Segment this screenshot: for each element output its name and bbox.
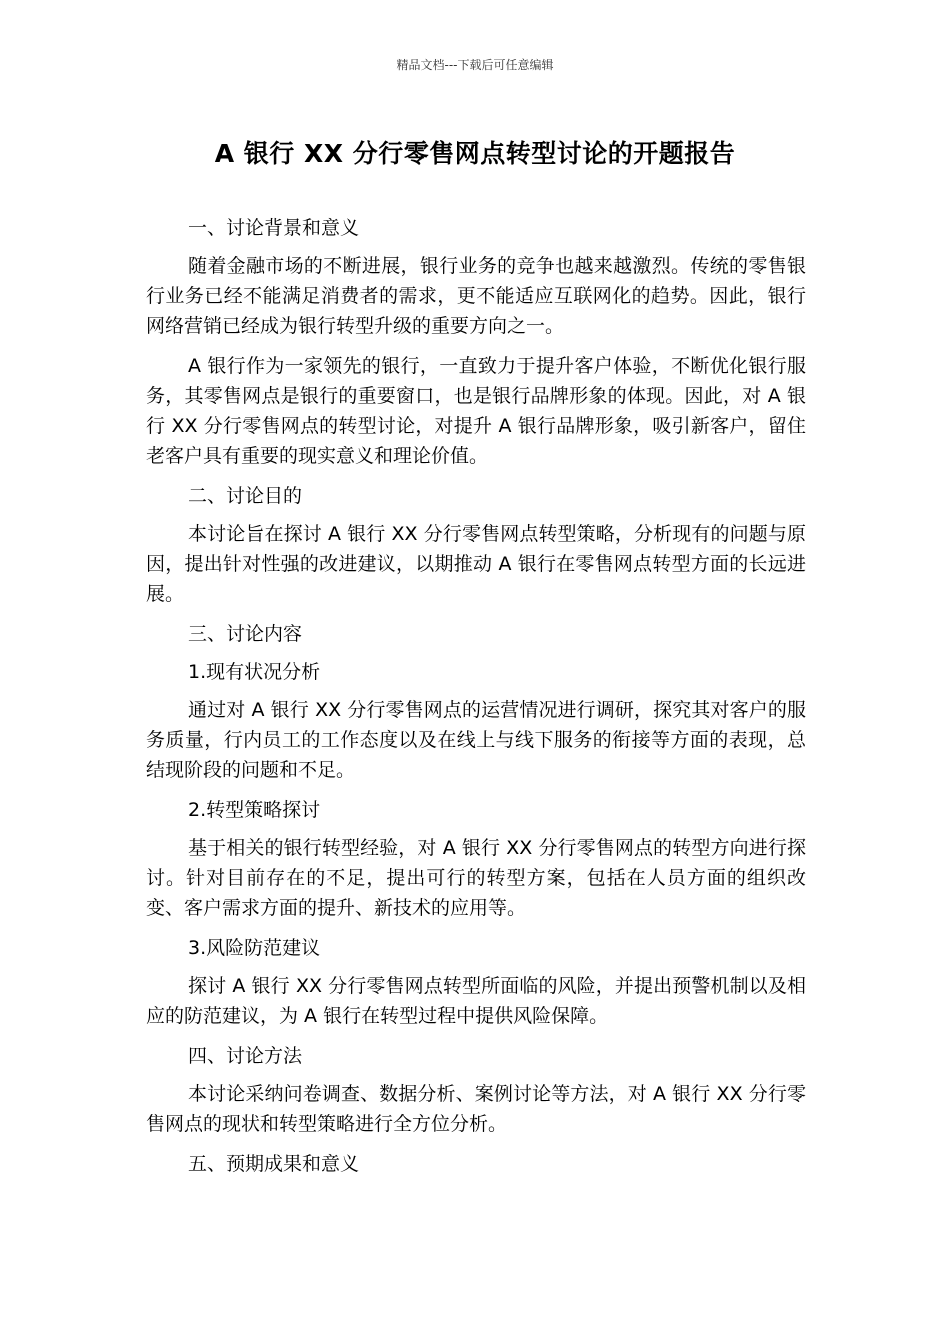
section-heading-content: 三、讨论内容: [188, 623, 303, 645]
subheading-strategy: 2.转型策略探讨: [188, 799, 321, 821]
document-body: [146, 213, 806, 1187]
paragraph-purpose: 本讨论旨在探讨 A 银行 XX 分行零售网点转型策略，分析现有的问题与原因，提出针对性强的改进建议，以期推动 A 银行在零售网点转型方面的长远进展。: [146, 523, 806, 605]
paragraph-method: 本讨论采纳问卷调查、数据分析、案例讨论等方法，对 A 银行 XX 分行零售网点的现状和转型策略进行全方位分析。: [146, 1083, 806, 1135]
section-heading-purpose: 二、讨论目的: [188, 485, 303, 507]
page-header: 精品文档---下载后可任意编辑: [396, 58, 554, 72]
subheading-status-analysis: 1.现有状况分析: [188, 661, 321, 683]
document-title: A 银行 XX 分行零售网点转型讨论的开题报告: [214, 139, 736, 168]
paragraph-risk: 探讨 A 银行 XX 分行零售网点转型所面临的风险，并提出预警机制以及相应的防范建议，为 A 银行在转型过程中提供风险保障。: [146, 975, 806, 1027]
paragraph-status-analysis: 通过对 A 银行 XX 分行零售网点的运营情况进行调研，探究其对客户的服务质量，行内员工的工作态度以及在线上与线下服务的衔接等方面的表现，总结现阶段的问题和不足。: [146, 699, 806, 781]
section-heading-background: 一、讨论背景和意义: [188, 217, 360, 239]
section-heading-outcome: 五、预期成果和意义: [188, 1153, 360, 1175]
subheading-risk: 3.风险防范建议: [188, 937, 321, 959]
paragraph-strategy: 基于相关的银行转型经验，对 A 银行 XX 分行零售网点的转型方向进行探讨。针对目前存在的不足，提出可行的转型方案，包括在人员方面的组织改变、客户需求方面的提升、新技术的应用等。: [146, 837, 806, 919]
paragraph-background-1: 随着金融市场的不断进展，银行业务的竞争也越来越激烈。传统的零售银行业务已经不能满足消费者的需求，更不能适应互联网化的趋势。因此，银行网络营销已经成为银行转型升级的重要方向之一。: [146, 255, 806, 337]
section-heading-method: 四、讨论方法: [188, 1045, 303, 1067]
paragraph-background-2: A 银行作为一家领先的银行，一直致力于提升客户体验，不断优化银行服务，其零售网点是银行的重要窗口，也是银行品牌形象的体现。因此，对 A 银行 XX 分行零售网点的转型讨论，对提升 A 银行品牌形象，吸引新客户，留住老客户具有重要的现实意义和理论价值。: [146, 355, 806, 467]
